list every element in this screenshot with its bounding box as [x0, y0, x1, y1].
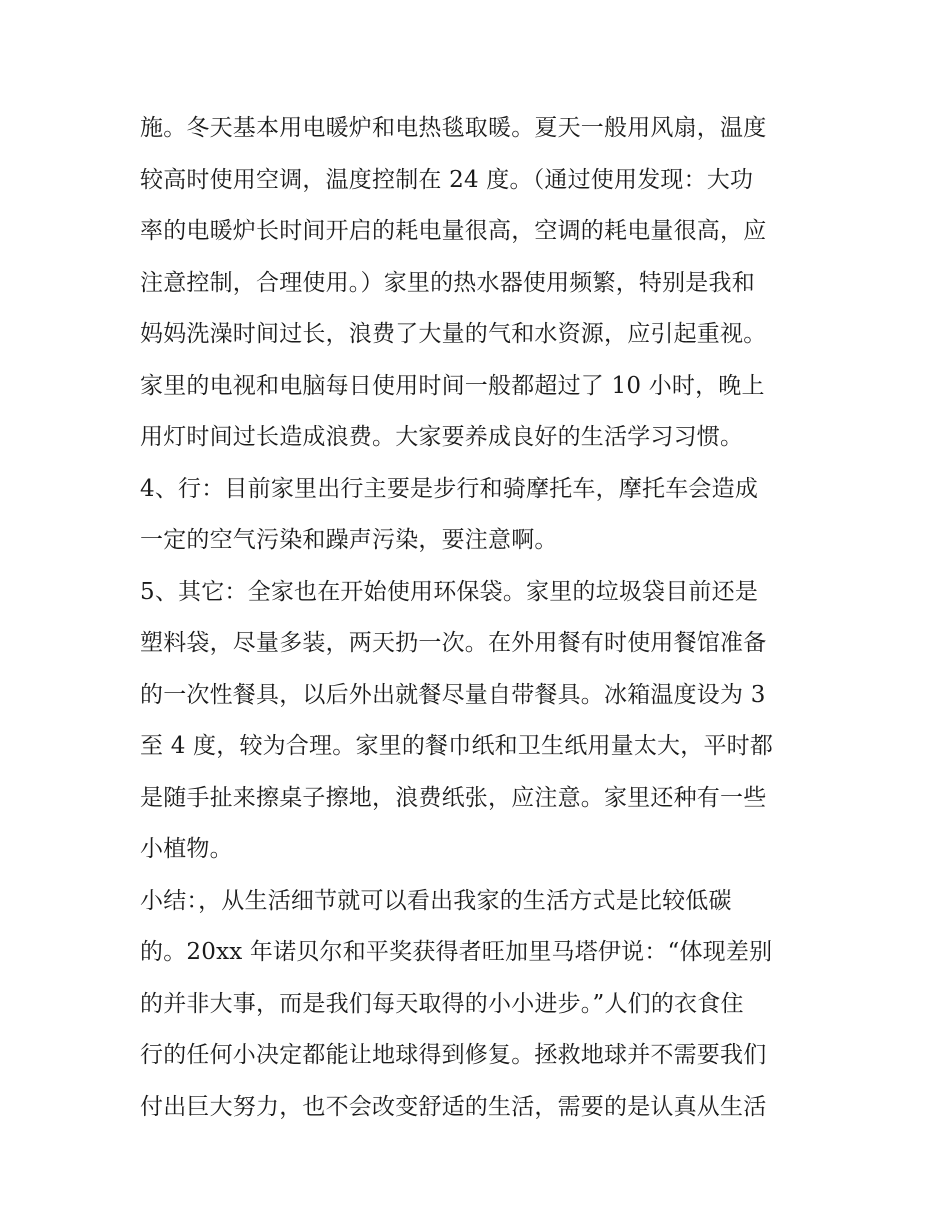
- document-body: [140, 103, 820, 1133]
- text-line: 4、行：目前家里出行主要是步行和骑摩托车，摩托车会造成: [140, 475, 759, 502]
- text-line: 的一次性餐具，以后外出就餐尽量自带餐具。冰箱温度设为 3: [140, 681, 766, 708]
- text-line: 用灯时间过长造成浪费。大家要养成良好的生活学习习惯。: [140, 424, 744, 450]
- text-line: 至 4 度，较为合理。家里的餐巾纸和卫生纸用量太大，平时都: [140, 733, 774, 759]
- text-line: 妈妈洗澡时间过长，浪费了大量的气和水资源，应引起重视。: [140, 321, 767, 347]
- text-line: 一定的空气污染和躁声污染，要注意啊。: [140, 527, 558, 553]
- text-line: 施。冬天基本用电暖炉和电热毯取暖。夏天一般用风扇，温度: [140, 115, 767, 141]
- text-line: 是随手扯来擦桌子擦地，浪费纸张，应注意。家里还种有一些: [140, 784, 767, 811]
- text-line: 注意控制，合理使用。）家里的热水器使用频繁，特别是我和: [140, 269, 755, 296]
- text-line: 小植物。: [140, 836, 233, 862]
- text-line: 的并非大事，而是我们每天取得的小小进步。”人们的衣食住: [140, 990, 744, 1017]
- text-line: 的。20xx 年诺贝尔和平奖获得者旺加里马塔伊说：“体现差别: [140, 939, 773, 965]
- text-line: 付出巨大努力，也不会改变舒适的生活，需要的是认真从生活: [140, 1093, 767, 1120]
- text-line: 行的任何小决定都能让地球得到修复。拯救地球并不需要我们: [140, 1042, 767, 1068]
- text-line: 家里的电视和电脑每日使用时间一般都超过了 10 小时，晚上: [140, 372, 765, 399]
- text-line: 小结：，从生活细节就可以看出我家的生活方式是比较低碳: [140, 887, 732, 914]
- text-line: 较高时使用空调，温度控制在 24 度。（通过使用发现：大功: [140, 166, 754, 193]
- text-line: 5、其它：全家也在开始使用环保袋。家里的垃圾袋目前还是: [140, 578, 759, 605]
- text-line: 塑料袋，尽量多装，两天扔一次。在外用餐有时使用餐馆准备: [140, 630, 767, 656]
- text-line: 率的电暖炉长时间开启的耗电量很高，空调的耗电量很高，应: [140, 218, 767, 244]
